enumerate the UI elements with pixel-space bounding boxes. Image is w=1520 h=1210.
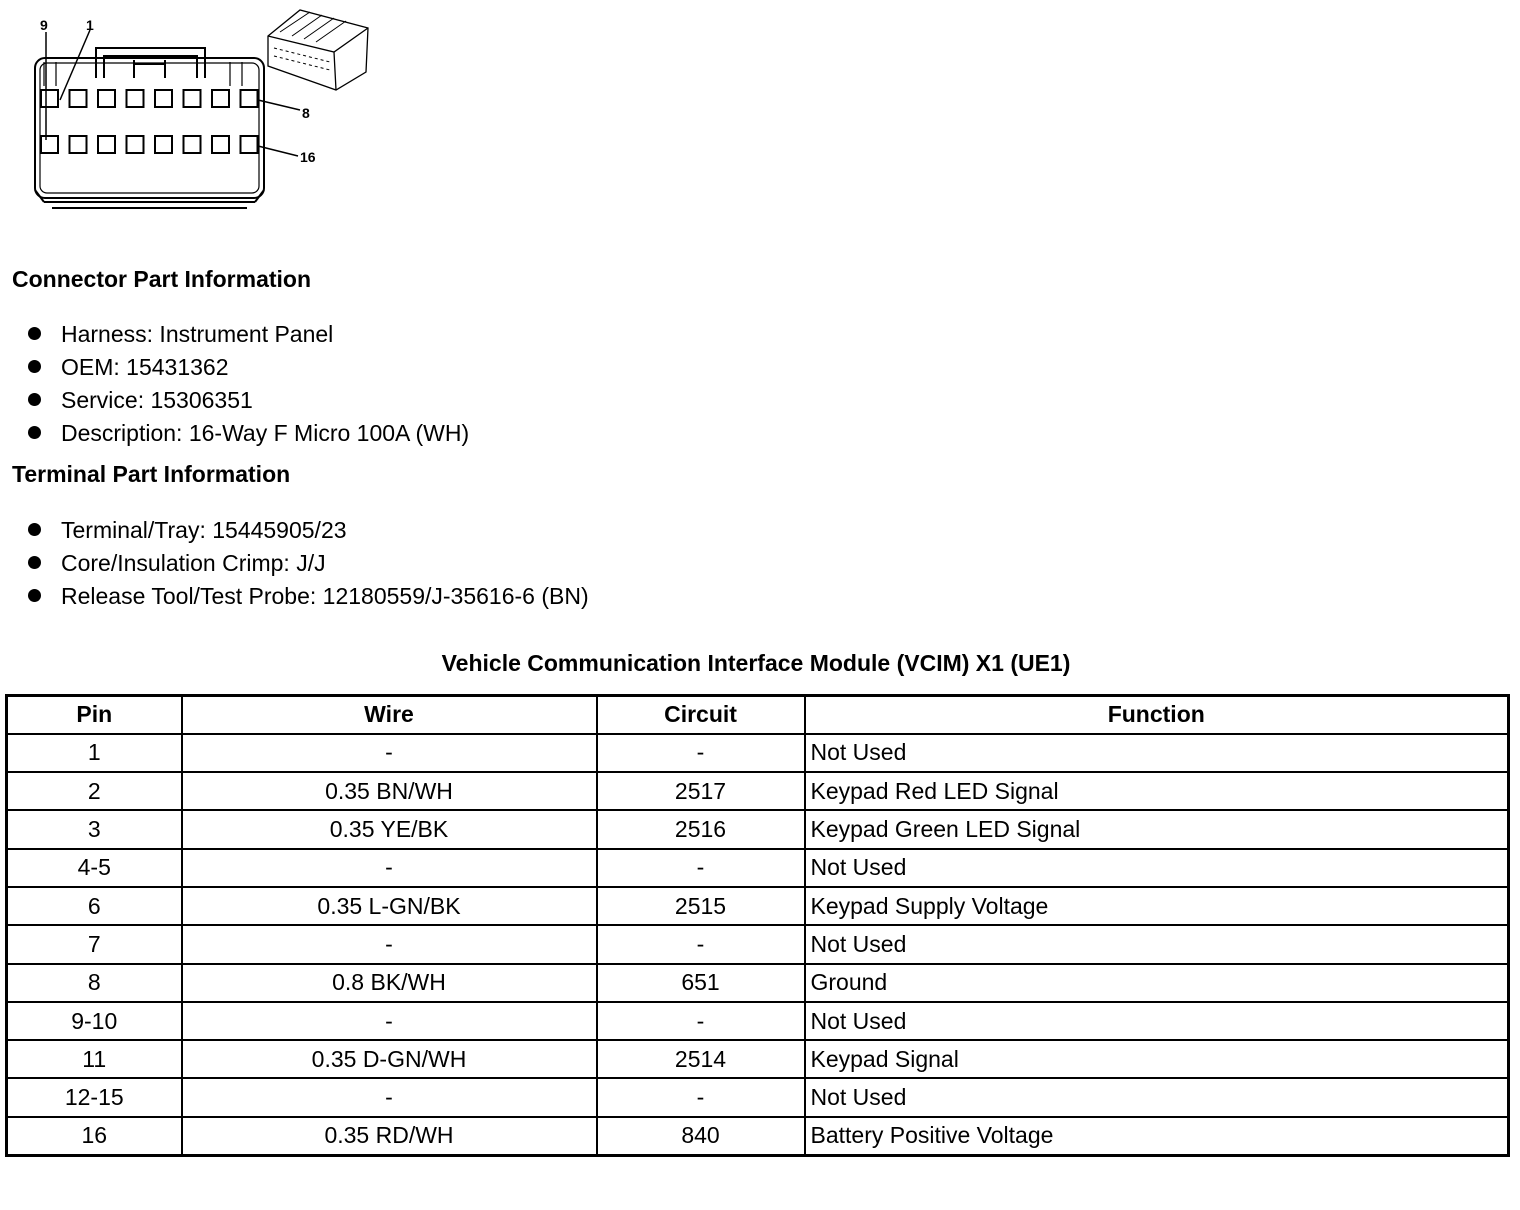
terminal-part-info-list bbox=[28, 514, 589, 613]
list-item: Release Tool/Test Probe: 12180559/J-35616-6 (BN) bbox=[28, 580, 589, 613]
bullet-icon bbox=[28, 589, 41, 602]
cell-pin: 7 bbox=[7, 925, 182, 963]
pin-cavity bbox=[184, 136, 201, 153]
cell-wire: - bbox=[182, 734, 597, 772]
cell-circuit: 2516 bbox=[597, 810, 805, 848]
cell-pin: 11 bbox=[7, 1040, 182, 1078]
cell-wire: - bbox=[182, 925, 597, 963]
cell-pin: 2 bbox=[7, 772, 182, 810]
table-row bbox=[7, 810, 1509, 848]
table-row bbox=[7, 887, 1509, 925]
list-item: Service: 15306351 bbox=[28, 384, 469, 417]
table-row bbox=[7, 772, 1509, 810]
cell-pin: 9-10 bbox=[7, 1002, 182, 1040]
cell-function: Battery Positive Voltage bbox=[805, 1117, 1509, 1155]
list-item: Description: 16-Way F Micro 100A (WH) bbox=[28, 417, 469, 450]
cell-circuit: 840 bbox=[597, 1117, 805, 1155]
cell-circuit: 651 bbox=[597, 964, 805, 1002]
cell-wire: - bbox=[182, 1002, 597, 1040]
cell-pin: 1 bbox=[7, 734, 182, 772]
pinout-table bbox=[5, 694, 1510, 1157]
table-row bbox=[7, 1002, 1509, 1040]
connector-isometric-view bbox=[268, 10, 368, 90]
cell-function: Not Used bbox=[805, 734, 1509, 772]
cell-circuit: - bbox=[597, 1002, 805, 1040]
cell-wire: 0.35 L-GN/BK bbox=[182, 887, 597, 925]
cell-circuit: - bbox=[597, 1078, 805, 1116]
cavity-row-top bbox=[41, 90, 258, 107]
table-row bbox=[7, 964, 1509, 1002]
pin-cavity bbox=[184, 90, 201, 107]
pin-cavity bbox=[241, 90, 258, 107]
callout-8: 8 bbox=[302, 105, 310, 121]
cell-wire: 0.35 BN/WH bbox=[182, 772, 597, 810]
cell-wire: 0.8 BK/WH bbox=[182, 964, 597, 1002]
cell-circuit: - bbox=[597, 925, 805, 963]
pin-cavity bbox=[212, 136, 229, 153]
cell-pin: 12-15 bbox=[7, 1078, 182, 1116]
callout-16: 16 bbox=[300, 149, 316, 165]
table-row bbox=[7, 925, 1509, 963]
callout-9: 9 bbox=[40, 17, 48, 33]
cell-function: Not Used bbox=[805, 849, 1509, 887]
terminal-part-info-heading: Terminal Part Information bbox=[12, 461, 291, 487]
pin-cavity bbox=[70, 90, 87, 107]
cell-function: Not Used bbox=[805, 925, 1509, 963]
cavity-row-bottom bbox=[41, 136, 258, 153]
cell-function: Keypad Green LED Signal bbox=[805, 810, 1509, 848]
bullet-icon bbox=[28, 393, 41, 406]
cell-function: Ground bbox=[805, 964, 1509, 1002]
cell-circuit: 2514 bbox=[597, 1040, 805, 1078]
pin-cavity bbox=[41, 90, 58, 107]
pin-cavity bbox=[155, 90, 172, 107]
cell-function: Not Used bbox=[805, 1078, 1509, 1116]
column-header-circuit: Circuit bbox=[597, 696, 805, 734]
bullet-icon bbox=[28, 360, 41, 373]
table-row bbox=[7, 1040, 1509, 1078]
table-row bbox=[7, 1117, 1509, 1155]
table-header-row bbox=[7, 696, 1509, 734]
cell-wire: - bbox=[182, 1078, 597, 1116]
callout-1: 1 bbox=[86, 17, 94, 33]
cell-circuit: 2517 bbox=[597, 772, 805, 810]
column-header-wire: Wire bbox=[182, 696, 597, 734]
table-title: Vehicle Communication Interface Module (VCIM) X1 (UE1) bbox=[441, 650, 1071, 676]
cell-circuit: - bbox=[597, 849, 805, 887]
cell-function: Keypad Supply Voltage bbox=[805, 887, 1509, 925]
pin-cavity bbox=[127, 90, 144, 107]
cell-pin: 16 bbox=[7, 1117, 182, 1155]
cell-function: Keypad Signal bbox=[805, 1040, 1509, 1078]
table-row bbox=[7, 734, 1509, 772]
pin-cavity bbox=[212, 90, 229, 107]
cell-function: Not Used bbox=[805, 1002, 1509, 1040]
column-header-function: Function bbox=[805, 696, 1509, 734]
cell-circuit: 2515 bbox=[597, 887, 805, 925]
pin-cavity bbox=[41, 136, 58, 153]
list-item: Terminal/Tray: 15445905/23 bbox=[28, 514, 589, 547]
cell-wire: - bbox=[182, 849, 597, 887]
bullet-icon bbox=[28, 523, 41, 536]
pin-cavity bbox=[98, 136, 115, 153]
bullet-icon bbox=[28, 426, 41, 439]
cell-circuit: - bbox=[597, 734, 805, 772]
pin-cavity bbox=[98, 90, 115, 107]
connector-part-info-list bbox=[28, 318, 469, 450]
list-item: OEM: 15431362 bbox=[28, 351, 469, 384]
pin-cavity bbox=[70, 136, 87, 153]
cell-pin: 3 bbox=[7, 810, 182, 848]
cell-pin: 6 bbox=[7, 887, 182, 925]
cell-wire: 0.35 YE/BK bbox=[182, 810, 597, 848]
table-row bbox=[7, 1078, 1509, 1116]
cell-pin: 8 bbox=[7, 964, 182, 1002]
list-item: Core/Insulation Crimp: J/J bbox=[28, 547, 589, 580]
pin-cavity bbox=[155, 136, 172, 153]
column-header-pin: Pin bbox=[7, 696, 182, 734]
pin-cavity bbox=[241, 136, 258, 153]
pin-cavity bbox=[127, 136, 144, 153]
cell-wire: 0.35 RD/WH bbox=[182, 1117, 597, 1155]
cell-pin: 4-5 bbox=[7, 849, 182, 887]
bullet-icon bbox=[28, 327, 41, 340]
connector-part-info-heading: Connector Part Information bbox=[12, 266, 312, 292]
cell-wire: 0.35 D-GN/WH bbox=[182, 1040, 597, 1078]
bullet-icon bbox=[28, 556, 41, 569]
cell-function: Keypad Red LED Signal bbox=[805, 772, 1509, 810]
list-item: Harness: Instrument Panel bbox=[28, 318, 469, 351]
table-row bbox=[7, 849, 1509, 887]
connector-face-diagram bbox=[0, 0, 400, 225]
